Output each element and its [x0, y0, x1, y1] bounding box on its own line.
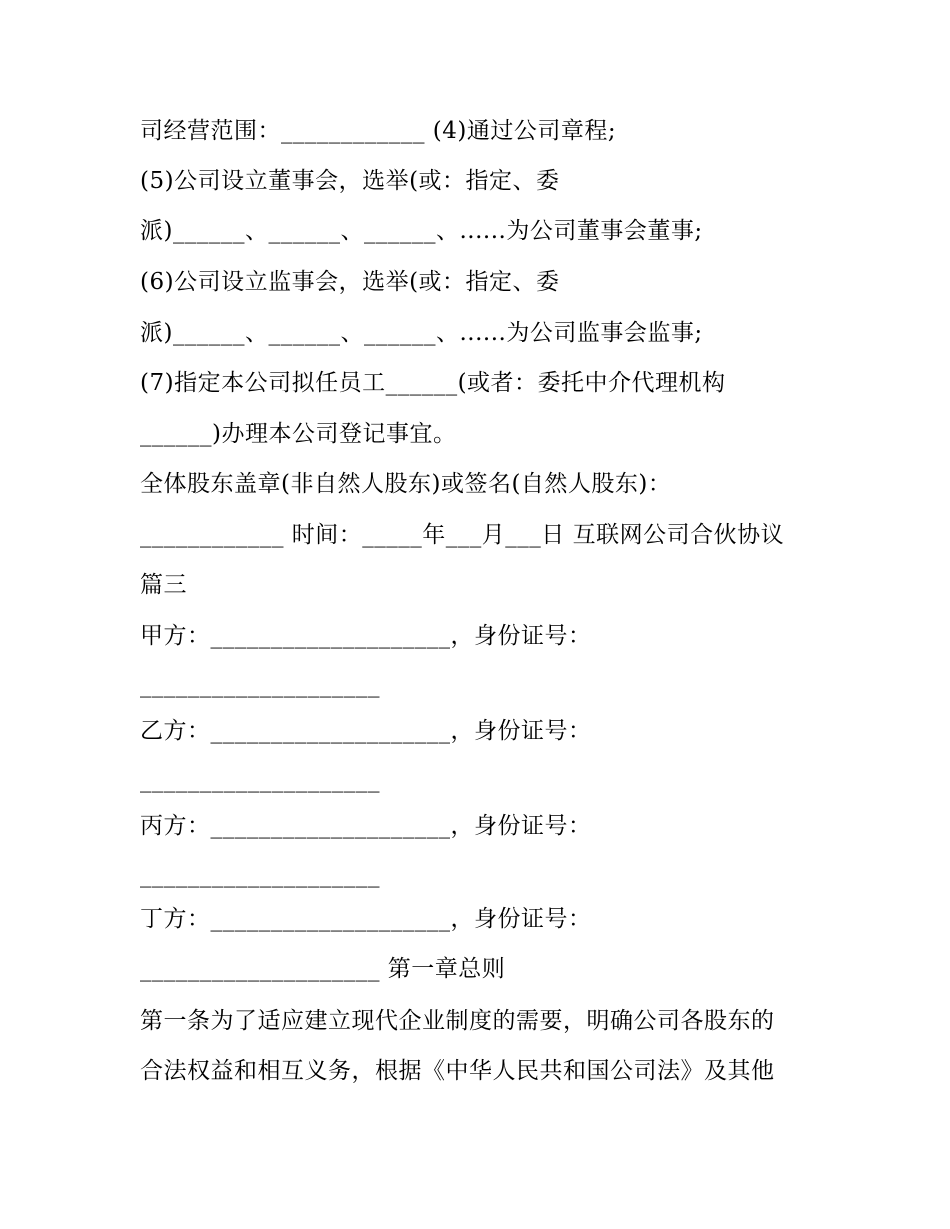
chapter-heading-line: ____________________ 第一章总则	[140, 956, 506, 982]
text-line: 司经营范围：____________ (4)通过公司章程;	[140, 118, 617, 144]
party-b-line: 乙方：____________________，身份证号：	[140, 718, 592, 744]
text-line: 派)______、______、______、......为公司监事会监事;	[140, 320, 703, 346]
text-line: 第一条为了适应建立现代企业制度的需要，明确公司各股东的	[140, 1008, 775, 1034]
text-line: ______)办理本公司登记事宜。	[140, 421, 457, 447]
text-line: (5)公司设立董事会，选举(或：指定、委	[140, 168, 560, 194]
text-line: 派)______、______、______、......为公司董事会董事;	[140, 218, 703, 244]
party-b-id-blank: ____________________	[140, 767, 380, 793]
text-line: 合法权益和相互义务，根据《中华人民共和国公司法》及其他	[140, 1058, 775, 1084]
text-line: (7)指定本公司拟任员工______(或者：委托中介代理机构	[140, 370, 726, 396]
party-a-line: 甲方：____________________，身份证号：	[140, 623, 592, 649]
text-line: ____________ 时间：_____年___月___日 互联网公司合伙协议	[140, 522, 785, 548]
party-d-line: 丁方：____________________，身份证号：	[140, 906, 592, 932]
party-a-id-blank: ____________________	[140, 672, 380, 698]
text-line: (6)公司设立监事会，选举(或：指定、委	[140, 269, 560, 295]
section-title: 篇三	[140, 572, 187, 598]
party-c-id-blank: ____________________	[140, 862, 380, 888]
party-c-line: 丙方：____________________，身份证号：	[140, 813, 592, 839]
text-line: 全体股东盖章(非自然人股东)或签名(自然人股东)：	[140, 471, 672, 497]
